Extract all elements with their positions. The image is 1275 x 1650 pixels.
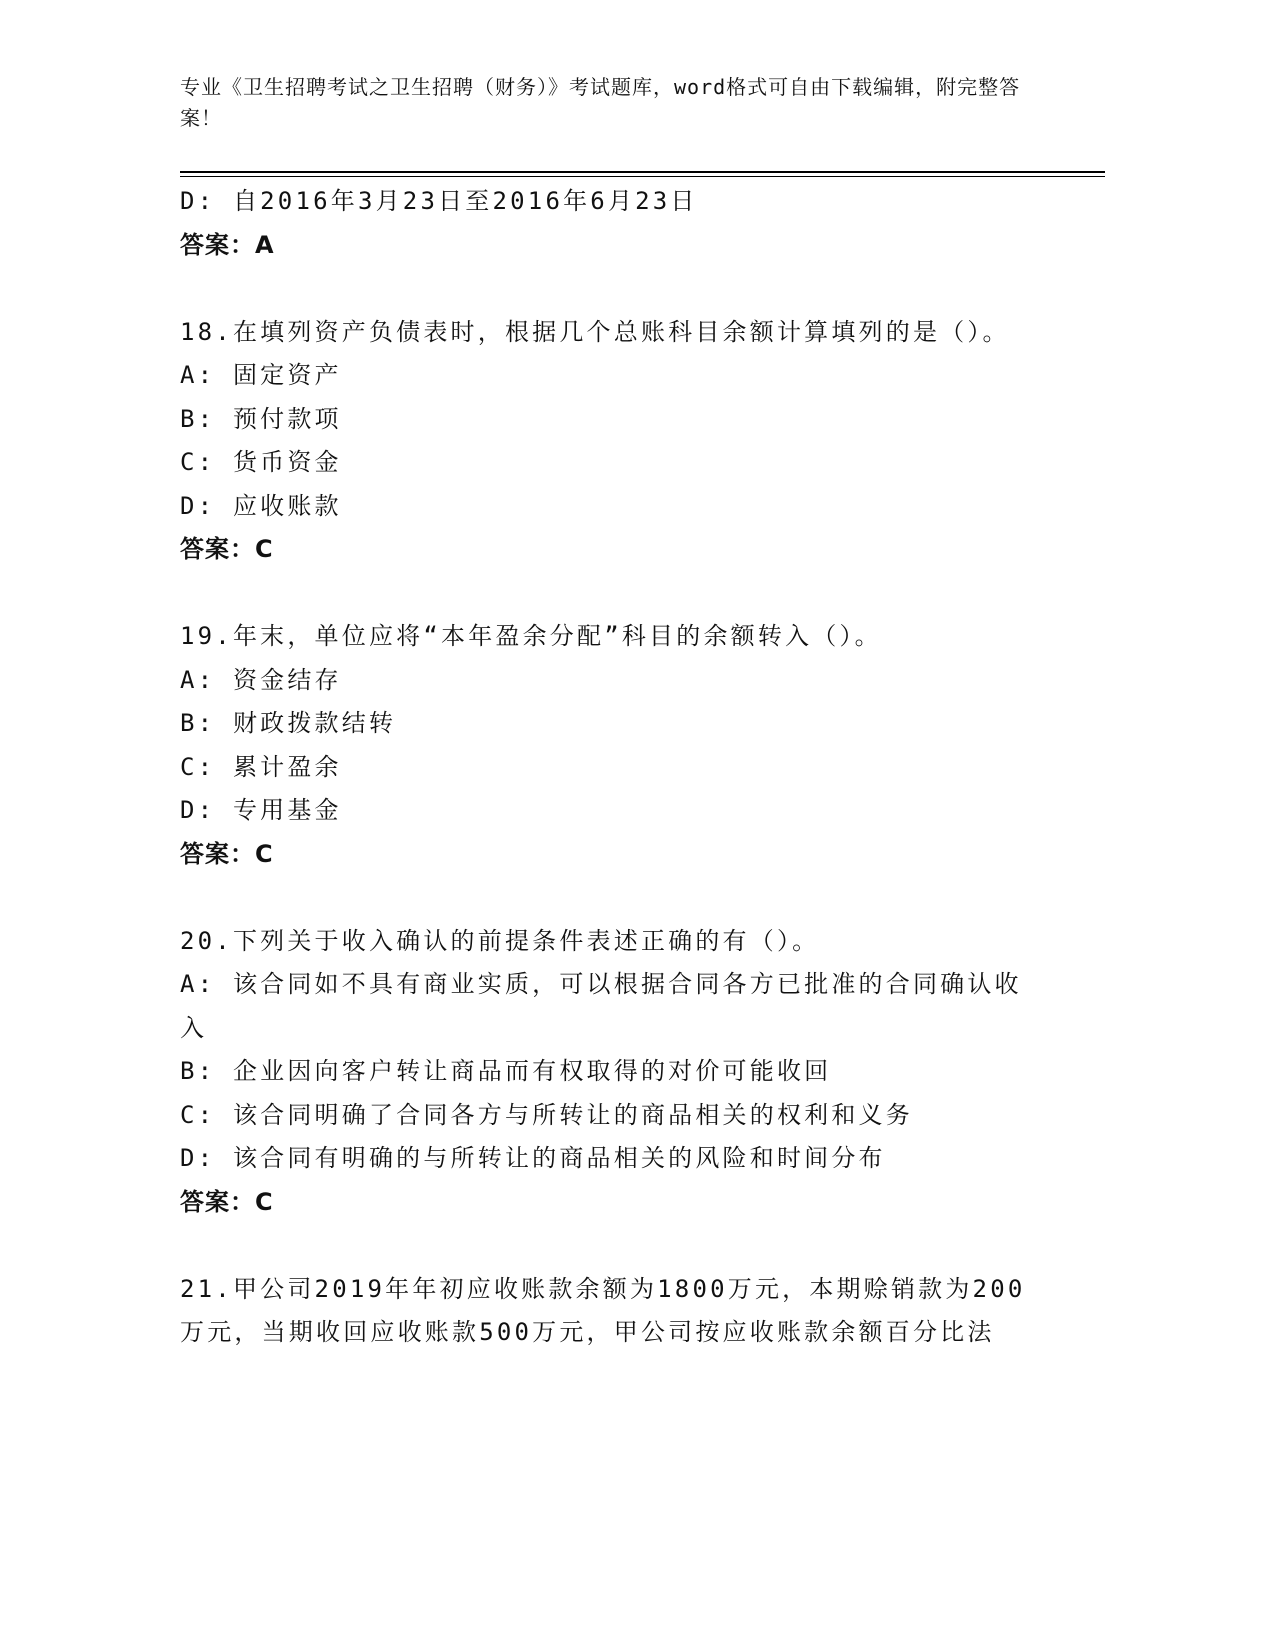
option-c: C: 货币资金 xyxy=(180,448,342,476)
question-stem: 20.下列关于收入确认的前提条件表述正确的有（）。 xyxy=(180,926,820,955)
document-header: 专业《卫生招聘考试之卫生招聘（财务）》考试题库，word格式可自由下载编辑，附完整答案！ xyxy=(180,75,1021,130)
spacer xyxy=(180,572,1040,616)
question-stem: 19.年末，单位应将“本年盈余分配”科目的余额转入（）。 xyxy=(180,622,882,650)
option-b: B: 财政拨款结转 xyxy=(180,709,397,737)
question-stem: 21.甲公司2019年年初应收账款余额为1800万元，本期赊销款为200万元，当期收回应收账款500万元，甲公司按应收账款余额百分比法 xyxy=(180,1274,1026,1346)
answer: 答案：C xyxy=(180,839,274,868)
option-b: B: 预付款项 xyxy=(180,404,342,433)
option-d: D: 该合同有明确的与所转让的商品相关的风险和时间分布 xyxy=(180,1144,886,1172)
header-rule-thin xyxy=(180,176,1105,177)
header-rule xyxy=(180,171,1105,173)
answer: 答案：A xyxy=(180,230,275,259)
answer: 答案：C xyxy=(180,535,274,563)
question-stem: 18.在填列资产负债表时，根据几个总账科目余额计算填列的是（）。 xyxy=(180,317,1010,346)
spacer xyxy=(180,876,1040,920)
option-d: D: 自2016年3月23日至2016年6月23日 xyxy=(180,187,698,215)
option-d: D: 应收账款 xyxy=(180,491,342,520)
option-a: A: 资金结存 xyxy=(180,665,342,694)
option-c: C: 该合同明确了合同各方与所转让的商品相关的权利和义务 xyxy=(180,1100,913,1129)
option-a: A: 该合同如不具有商业实质，可以根据合同各方已批准的合同确认收入 xyxy=(180,970,1022,1042)
question-list xyxy=(180,180,1040,1355)
option-a: A: 固定资产 xyxy=(180,361,342,389)
option-b: B: 企业因向客户转让商品而有权取得的对价可能收回 xyxy=(180,1057,832,1085)
spacer xyxy=(180,267,1040,311)
option-d: D: 专用基金 xyxy=(180,796,342,824)
spacer xyxy=(180,1224,1040,1268)
option-c: C: 累计盈余 xyxy=(180,752,342,781)
answer: 答案：C xyxy=(180,1187,274,1216)
